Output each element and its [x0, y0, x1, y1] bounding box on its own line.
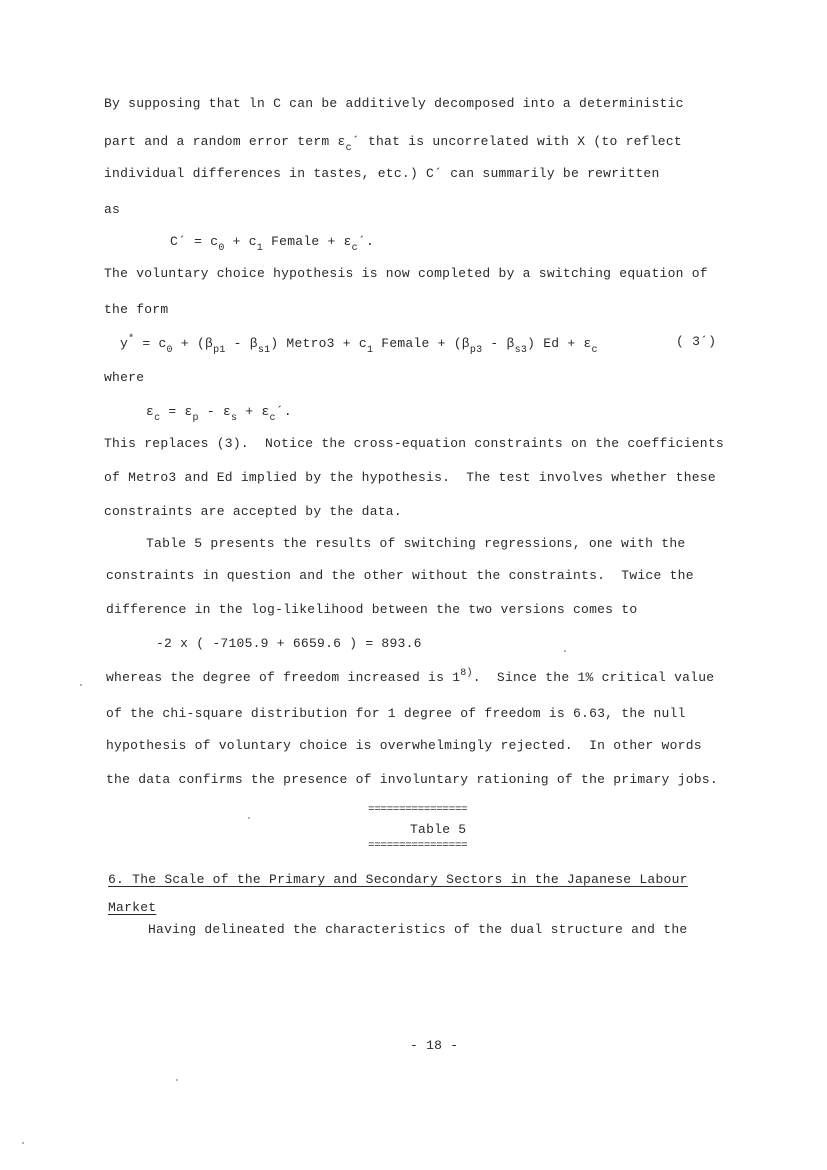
section-heading: 6. The Scale of the Primary and Secondary Sectors in the Japanese Labour	[108, 872, 688, 887]
text-line: the form	[104, 302, 169, 317]
equation-1: C´ = $c_0 + c_1$ Female + $\varepsilon_c´$.	[170, 234, 375, 254]
text-line: By supposing that ln C can be additively decomposed into a deterministic	[104, 96, 684, 111]
text-line: constraints in question and the other without the constraints. Twice the	[106, 568, 694, 583]
text-line: of Metro3 and Ed implied by the hypothesis. The test involves whether these	[104, 470, 716, 485]
text-line: Having delineated the characteristics of the dual structure and the	[148, 922, 688, 937]
text-line: constraints are accepted by the data.	[104, 504, 402, 519]
scan-speck	[176, 1079, 178, 1081]
scan-speck	[22, 1142, 24, 1144]
scan-speck	[80, 684, 82, 686]
table-rule-bottom: ================	[368, 840, 468, 852]
text-line: Table 5 presents the results of switching regressions, one with the	[146, 536, 686, 551]
text-line: hypothesis of voluntary choice is overwhelmingly rejected. In other words	[106, 738, 702, 753]
table-label: Table 5	[410, 822, 467, 837]
text-line: the data confirms the presence of involuntary rationing of the primary jobs.	[106, 772, 718, 787]
text-line: whereas the degree of freedom increased is 1$^{8)}$. Since the 1% critical value	[106, 668, 715, 685]
text-line: as	[104, 202, 121, 217]
section-heading-cont: Market	[108, 900, 157, 915]
text-line: individual differences in tastes, etc.) C´ can summarily be rewritten	[104, 166, 660, 181]
text-line: This replaces (3). Notice the cross-equation constraints on the coefficients	[104, 436, 724, 451]
scan-speck	[564, 650, 566, 652]
text-line: difference in the log-likelihood between the two versions comes to	[106, 602, 638, 617]
equation-2: $y^* = c_0 + (\beta_{p1} - \beta_{s1})$ Metro3 + $c_1$ Female + $(\beta_{p3} - \beta_{s3}) Ed + \varepsilon_c$	[120, 334, 598, 356]
equation-3: $\varepsilon_c = \varepsilon_p - \varepsilon_s$ + $\varepsilon_c´$.	[146, 404, 292, 424]
text-line: The voluntary choice hypothesis is now completed by a switching equation of	[104, 266, 708, 281]
text-line: of the chi-square distribution for 1 degree of freedom is 6.63, the null	[106, 706, 686, 721]
page-number: - 18 -	[410, 1038, 459, 1053]
text-line: part and a random error term $\varepsilon_c´$ that is uncorrelated with X (to reflect	[104, 134, 682, 154]
equation-4: -2 x ( -7105.9 + 6659.6 ) = 893.6	[156, 636, 422, 651]
scan-speck	[248, 817, 250, 819]
table-rule-top: ================	[368, 804, 468, 816]
text-line: where	[104, 370, 145, 385]
equation-number: ( 3´)	[676, 334, 717, 349]
